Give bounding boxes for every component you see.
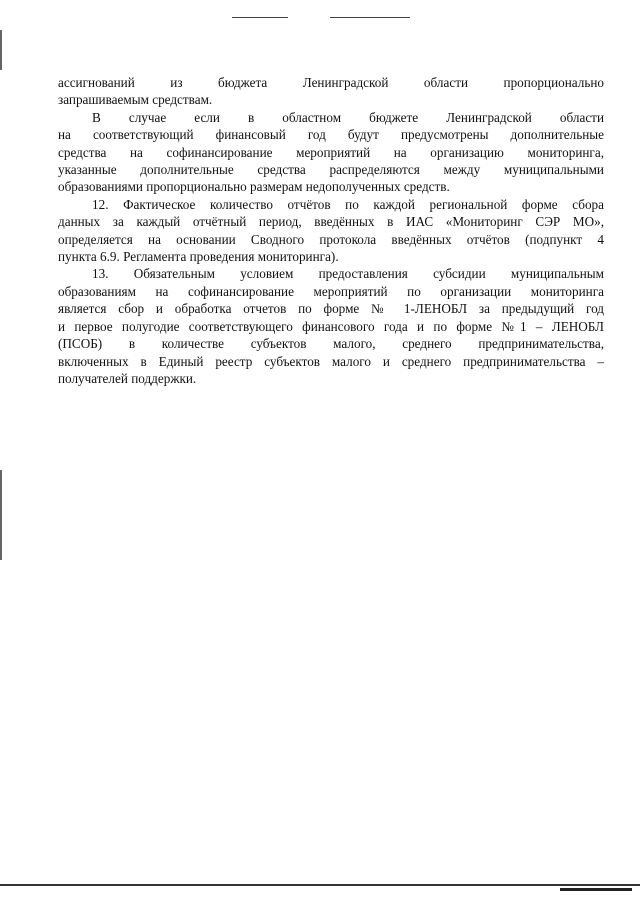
scan-bottom-rule [0,884,640,886]
text-line: запрашиваемым средствам. [58,92,213,108]
text-line: ассигнований из бюджета Ленинградской области пропорционально [58,75,604,90]
paragraph-additional-funds [58,109,604,196]
scan-edge-left-lower [0,470,2,560]
text-line: 12. Фактическое количество отчётов по каждой региональной форме сбора [92,196,604,212]
text-line: 13. Обязательным условием предоставления субсидии муниципальным [92,266,604,282]
text-line: пункта 6.9. Регламента проведения мониторинга). [58,249,339,265]
scan-corner-blot [560,888,632,891]
text-line: данных за каждый отчётный период, введённых в ИАС «Мониторинг СЭР МО», [58,214,604,230]
paragraph-continuation [58,74,604,109]
text-line: указанные дополнительные средства распределяются между муниципальными [58,162,604,178]
text-line: образованиями пропорционально размерам недополученных средств. [58,179,450,195]
text-line: средства на софинансирование мероприятий на организацию мониторинга, [58,144,604,160]
text-line: является сбор и обработка отчетов по форме № 1-ЛЕНОБЛ за предыдущий год [58,301,604,317]
paragraph-12 [58,196,604,266]
document-body [58,74,604,387]
text-line: образованиям на софинансирование мероприятий по организации мониторинга [58,283,604,299]
text-line: определяется на основании Сводного протокола введённых отчётов (подпункт 4 [58,231,604,247]
scan-artifact-top-right [330,17,410,18]
text-line: получателей поддержки. [58,370,197,386]
scan-artifact-top-left [232,17,288,18]
paragraph-13 [58,265,604,387]
text-line: В случае если в областном бюджете Ленинградской области [92,109,604,125]
scan-edge-left [0,30,2,70]
text-line: (ПСОБ) в количестве субъектов малого, среднего предпринимательства, [58,336,604,352]
text-line: включенных в Единый реестр субъектов малого и среднего предпринимательства – [58,353,604,369]
text-line: и первое полугодие соответствующего финансового года и по форме №1 – ЛЕНОБЛ [58,318,604,334]
text-line: на соответствующий финансовый год будут предусмотрены дополнительные [58,127,604,143]
